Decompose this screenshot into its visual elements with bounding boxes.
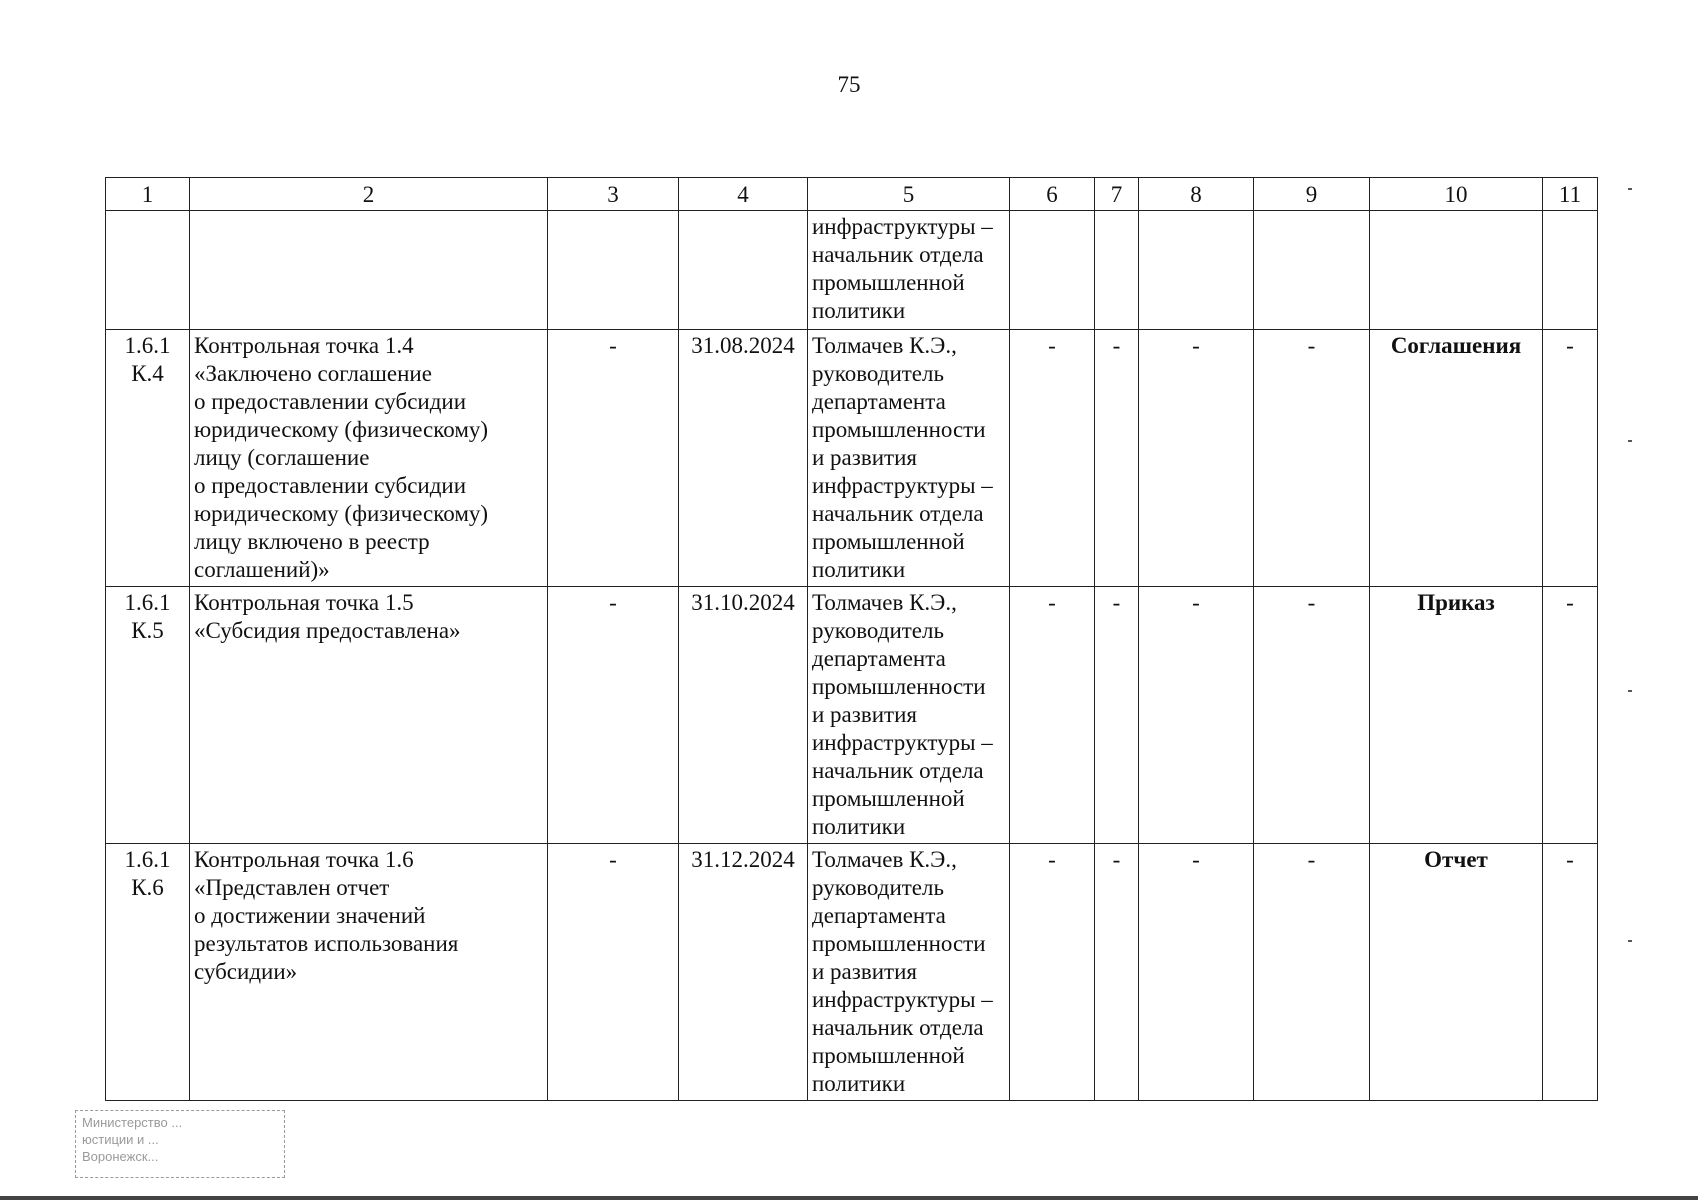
control-point-name-line: соглашений)» bbox=[194, 557, 330, 582]
responsible-person-line: политики bbox=[812, 1071, 906, 1096]
control-point-name-line: юридическому (физическому) bbox=[194, 417, 489, 442]
row-number-line: К.5 bbox=[131, 618, 164, 643]
column-7-value bbox=[1095, 211, 1139, 330]
header-cell: 5 bbox=[808, 178, 1010, 211]
responsible-person-line: инфраструктуры – bbox=[812, 730, 993, 755]
control-point-name-line: о предоставлении субсидии bbox=[194, 389, 467, 414]
control-point-name bbox=[190, 211, 548, 330]
document-type: Соглашения bbox=[1370, 330, 1543, 587]
scan-bottom-edge bbox=[0, 1196, 1698, 1200]
control-point-name-line: юридическому (физическому) bbox=[194, 501, 489, 526]
scan-mark bbox=[1628, 690, 1632, 692]
row-number bbox=[106, 844, 190, 1101]
responsible-person-line: политики bbox=[812, 298, 906, 323]
control-point-name-line: «Представлен отчет bbox=[194, 875, 390, 900]
responsible-person-line: Толмачев К.Э., bbox=[812, 590, 957, 615]
responsible-person-line: промышленности bbox=[812, 417, 986, 442]
responsible-person-line: промышленной bbox=[812, 529, 965, 554]
column-7-value: - bbox=[1095, 330, 1139, 587]
scan-mark bbox=[1628, 440, 1632, 442]
responsible-person-line: промышленной bbox=[812, 270, 965, 295]
row-number bbox=[106, 211, 190, 330]
column-9-value bbox=[1254, 211, 1370, 330]
column-3-value: - bbox=[548, 330, 679, 587]
scan-mark bbox=[1628, 188, 1632, 190]
column-7-value: - bbox=[1095, 587, 1139, 844]
column-8-value: - bbox=[1139, 587, 1254, 844]
header-cell: 10 bbox=[1370, 178, 1543, 211]
ministry-stamp bbox=[75, 1110, 285, 1178]
responsible-person-line: руководитель bbox=[812, 875, 944, 900]
table-row bbox=[106, 211, 1598, 330]
responsible-person bbox=[808, 587, 1010, 844]
responsible-person-line: инфраструктуры – bbox=[812, 473, 993, 498]
responsible-person-line: департамента bbox=[812, 646, 946, 671]
responsible-person-line: Толмачев К.Э., bbox=[812, 333, 957, 358]
column-8-value bbox=[1139, 211, 1254, 330]
row-number-line: 1.6.1 bbox=[124, 847, 171, 872]
table-row bbox=[106, 844, 1598, 1101]
column-9-value: - bbox=[1254, 330, 1370, 587]
control-point-name-line: Контрольная точка 1.4 bbox=[194, 333, 414, 358]
stamp-line: юстиции и ... bbox=[82, 1132, 159, 1147]
row-number bbox=[106, 330, 190, 587]
header-cell: 7 bbox=[1095, 178, 1139, 211]
column-3-value bbox=[548, 211, 679, 330]
header-cell: 1 bbox=[106, 178, 190, 211]
control-point-name-line: субсидии» bbox=[194, 959, 298, 984]
control-point-name-line: о предоставлении субсидии bbox=[194, 473, 467, 498]
column-6-value: - bbox=[1010, 587, 1095, 844]
responsible-person-line: и развития bbox=[812, 702, 917, 727]
header-cell: 2 bbox=[190, 178, 548, 211]
row-number bbox=[106, 587, 190, 844]
control-point-name-line: о достижении значений bbox=[194, 903, 426, 928]
responsible-person-line: департамента bbox=[812, 389, 946, 414]
header-cell: 11 bbox=[1543, 178, 1598, 211]
column-8-value: - bbox=[1139, 844, 1254, 1101]
responsible-person-line: начальник отдела bbox=[812, 758, 984, 783]
control-point-name-line: Контрольная точка 1.5 bbox=[194, 590, 414, 615]
table-row bbox=[106, 330, 1598, 587]
header-cell: 6 bbox=[1010, 178, 1095, 211]
responsible-person-line: политики bbox=[812, 557, 906, 582]
responsible-person-line: начальник отдела bbox=[812, 242, 984, 267]
responsible-person-line: политики bbox=[812, 814, 906, 839]
responsible-person-line: промышленной bbox=[812, 1043, 965, 1068]
column-11-value bbox=[1543, 211, 1598, 330]
table-row bbox=[106, 587, 1598, 844]
deadline-date bbox=[679, 211, 808, 330]
responsible-person-line: руководитель bbox=[812, 361, 944, 386]
control-point-name-line: результатов использования bbox=[194, 931, 459, 956]
control-point-name bbox=[190, 844, 548, 1101]
column-6-value: - bbox=[1010, 330, 1095, 587]
column-3-value: - bbox=[548, 587, 679, 844]
deadline-date: 31.10.2024 bbox=[679, 587, 808, 844]
control-point-name bbox=[190, 330, 548, 587]
control-point-name-line: лицу включено в реестр bbox=[194, 529, 430, 554]
row-number-line: 1.6.1 bbox=[124, 590, 171, 615]
responsible-person-line: и развития bbox=[812, 445, 917, 470]
deadline-date: 31.08.2024 bbox=[679, 330, 808, 587]
header-row bbox=[106, 178, 1598, 211]
column-6-value bbox=[1010, 211, 1095, 330]
control-point-name bbox=[190, 587, 548, 844]
responsible-person-line: руководитель bbox=[812, 618, 944, 643]
responsible-person-line: Толмачев К.Э., bbox=[812, 847, 957, 872]
responsible-person bbox=[808, 211, 1010, 330]
document-type bbox=[1370, 211, 1543, 330]
responsible-person-line: инфраструктуры – bbox=[812, 987, 993, 1012]
row-number-line: 1.6.1 bbox=[124, 333, 171, 358]
responsible-person-line: начальник отдела bbox=[812, 1015, 984, 1040]
control-point-name-line: Контрольная точка 1.6 bbox=[194, 847, 414, 872]
column-11-value: - bbox=[1543, 587, 1598, 844]
control-point-name-line: «Заключено соглашение bbox=[194, 361, 432, 386]
responsible-person-line: и развития bbox=[812, 959, 917, 984]
responsible-person bbox=[808, 330, 1010, 587]
scan-mark bbox=[1628, 940, 1632, 942]
row-number-line: К.6 bbox=[131, 875, 164, 900]
control-point-name-line: «Субсидия предоставлена» bbox=[194, 618, 461, 643]
column-9-value: - bbox=[1254, 844, 1370, 1101]
column-8-value: - bbox=[1139, 330, 1254, 587]
header-cell: 4 bbox=[679, 178, 808, 211]
column-11-value: - bbox=[1543, 330, 1598, 587]
column-7-value: - bbox=[1095, 844, 1139, 1101]
responsible-person-line: промышленности bbox=[812, 674, 986, 699]
document-type: Отчет bbox=[1370, 844, 1543, 1101]
control-points-table bbox=[105, 177, 1598, 1101]
stamp-line: Воронежск... bbox=[82, 1149, 159, 1164]
column-11-value: - bbox=[1543, 844, 1598, 1101]
row-number-line: К.4 bbox=[131, 361, 164, 386]
page-number: 75 bbox=[837, 72, 861, 97]
header-cell: 8 bbox=[1139, 178, 1254, 211]
column-6-value: - bbox=[1010, 844, 1095, 1101]
responsible-person-line: инфраструктуры – bbox=[812, 214, 993, 239]
header-cell: 9 bbox=[1254, 178, 1370, 211]
column-3-value: - bbox=[548, 844, 679, 1101]
responsible-person-line: промышленности bbox=[812, 931, 986, 956]
control-point-name-line: лицу (соглашение bbox=[194, 445, 370, 470]
document-type: Приказ bbox=[1370, 587, 1543, 844]
responsible-person-line: промышленной bbox=[812, 786, 965, 811]
responsible-person-line: начальник отдела bbox=[812, 501, 984, 526]
deadline-date: 31.12.2024 bbox=[679, 844, 808, 1101]
responsible-person-line: департамента bbox=[812, 903, 946, 928]
column-9-value: - bbox=[1254, 587, 1370, 844]
header-cell: 3 bbox=[548, 178, 679, 211]
stamp-line: Министерство ... bbox=[82, 1115, 183, 1130]
responsible-person bbox=[808, 844, 1010, 1101]
